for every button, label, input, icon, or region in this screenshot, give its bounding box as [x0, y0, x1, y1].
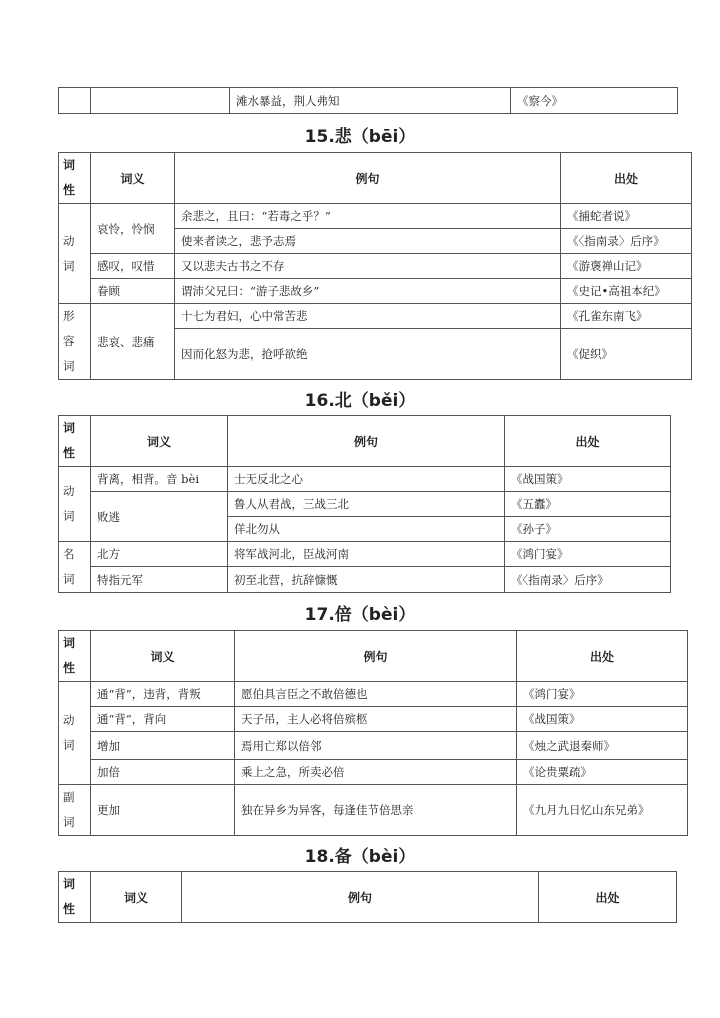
- prev-table: [58, 87, 678, 114]
- section-title: 16.北（běi）: [304, 391, 416, 411]
- meaning-cell: 增加: [91, 732, 235, 760]
- meaning-cell: 败逃: [91, 492, 228, 542]
- source-cell: 《游褒禅山记》: [561, 254, 692, 279]
- table-row: [59, 492, 671, 517]
- header-pos: 词性: [59, 872, 91, 923]
- table-row: [59, 707, 688, 732]
- table-row: [59, 732, 688, 760]
- source-cell: 《五蠹》: [505, 492, 671, 517]
- table-row: [59, 88, 678, 114]
- example-cell: 余悲之，且曰：“若毒之乎？”: [175, 204, 561, 229]
- section-title: 18.备（bèi）: [304, 847, 416, 867]
- table-row: [59, 567, 671, 593]
- source-cell: 《捕蛇者说》: [561, 204, 692, 229]
- pos-cell: 动词: [59, 682, 91, 785]
- header-source: 出处: [517, 631, 688, 682]
- example-cell: 天子吊，主人必将倍殡柩: [235, 707, 517, 732]
- table-bei-sad: [58, 152, 692, 380]
- source-cell: 《〈指南录〉后序》: [561, 229, 692, 254]
- section-title: 17.倍（bèi）: [304, 605, 416, 625]
- example-cell: 使来者读之，悲予志焉: [175, 229, 561, 254]
- source-cell: 《史记•高祖本纪》: [561, 279, 692, 304]
- meaning-cell: 背离，相背。音 bèi: [91, 467, 228, 492]
- header-example: 例句: [228, 416, 505, 467]
- header-pos: 词性: [59, 416, 91, 467]
- example-cell: 乘上之急，所卖必倍: [235, 760, 517, 785]
- table-bei-prepare: [58, 871, 677, 923]
- source-cell: 《孔雀东南飞》: [561, 304, 692, 329]
- pos-cell: 形容词: [59, 304, 91, 380]
- header-pos: 词性: [59, 153, 91, 204]
- example-cell: 谓沛父兄曰：“游子悲故乡”: [175, 279, 561, 304]
- table-bei-north: [58, 415, 671, 593]
- pos-cell: 副词: [59, 785, 91, 836]
- meaning-cell: 特指元军: [91, 567, 228, 593]
- example-cell: 因而化怒为悲，抢呼欲绝: [175, 329, 561, 380]
- source-cell: 《鸿门宴》: [517, 682, 688, 707]
- meaning-cell: 更加: [91, 785, 235, 836]
- meaning-cell: 悲哀、悲痛: [91, 304, 175, 380]
- example-cell: 鲁人从君战，三战三北: [228, 492, 505, 517]
- header-pos: 词性: [59, 631, 91, 682]
- example-cell: 独在异乡为异客，每逢佳节倍思亲: [235, 785, 517, 836]
- table-row: [59, 467, 671, 492]
- example-cell: 焉用亡郑以倍邻: [235, 732, 517, 760]
- header-source: 出处: [561, 153, 692, 204]
- source-cell: 《鸿门宴》: [505, 542, 671, 567]
- pos-cell: 动词: [59, 204, 91, 304]
- example-cell: 将军战河北，臣战河南: [228, 542, 505, 567]
- table-row: [59, 760, 688, 785]
- table-row: [59, 304, 692, 329]
- table-header: [59, 153, 692, 204]
- header-example: 例句: [182, 872, 539, 923]
- example-cell: 又以悲夫古书之不存: [175, 254, 561, 279]
- meaning-cell: 通“背”，背向: [91, 707, 235, 732]
- source-cell: 《察今》: [511, 88, 678, 114]
- table-row: [59, 204, 692, 229]
- source-cell: 《〈指南录〉后序》: [505, 567, 671, 593]
- pos-cell: 名词: [59, 542, 91, 593]
- header-meaning: 词义: [91, 872, 182, 923]
- source-cell: 《孙子》: [505, 517, 671, 542]
- example-cell: 愿伯具言臣之不敢倍德也: [235, 682, 517, 707]
- meaning-cell: [91, 88, 230, 114]
- meaning-cell: 眷顾: [91, 279, 175, 304]
- table-row: [59, 682, 688, 707]
- source-cell: 《九月九日忆山东兄弟》: [517, 785, 688, 836]
- header-source: 出处: [505, 416, 671, 467]
- source-cell: 《论贵粟疏》: [517, 760, 688, 785]
- source-cell: 《烛之武退秦师》: [517, 732, 688, 760]
- meaning-cell: 加倍: [91, 760, 235, 785]
- meaning-cell: 感叹，叹惜: [91, 254, 175, 279]
- section-title: 15.悲（bēi）: [304, 127, 416, 147]
- example-cell: 滩水暴益，荆人弗知: [230, 88, 511, 114]
- meaning-cell: 北方: [91, 542, 228, 567]
- meaning-cell: 哀怜，怜悯: [91, 204, 175, 254]
- example-cell: 初至北营，抗辞慷慨: [228, 567, 505, 593]
- pos-cell: [59, 88, 91, 114]
- table-row: [59, 279, 692, 304]
- meaning-cell: 通“背”，违背，背叛: [91, 682, 235, 707]
- header-source: 出处: [539, 872, 677, 923]
- table-header: [59, 872, 677, 923]
- example-cell: 佯北勿从: [228, 517, 505, 542]
- example-cell: 十七为君妇，心中常苦悲: [175, 304, 561, 329]
- table-row: [59, 542, 671, 567]
- source-cell: 《促织》: [561, 329, 692, 380]
- header-example: 例句: [175, 153, 561, 204]
- table-bei-double: [58, 630, 688, 836]
- table-header: [59, 631, 688, 682]
- header-meaning: 词义: [91, 416, 228, 467]
- table-row: [59, 254, 692, 279]
- source-cell: 《战国策》: [517, 707, 688, 732]
- example-cell: 士无反北之心: [228, 467, 505, 492]
- source-cell: 《战国策》: [505, 467, 671, 492]
- table-header: [59, 416, 671, 467]
- header-meaning: 词义: [91, 631, 235, 682]
- header-example: 例句: [235, 631, 517, 682]
- table-row: [59, 785, 688, 836]
- pos-cell: 动词: [59, 467, 91, 542]
- header-meaning: 词义: [91, 153, 175, 204]
